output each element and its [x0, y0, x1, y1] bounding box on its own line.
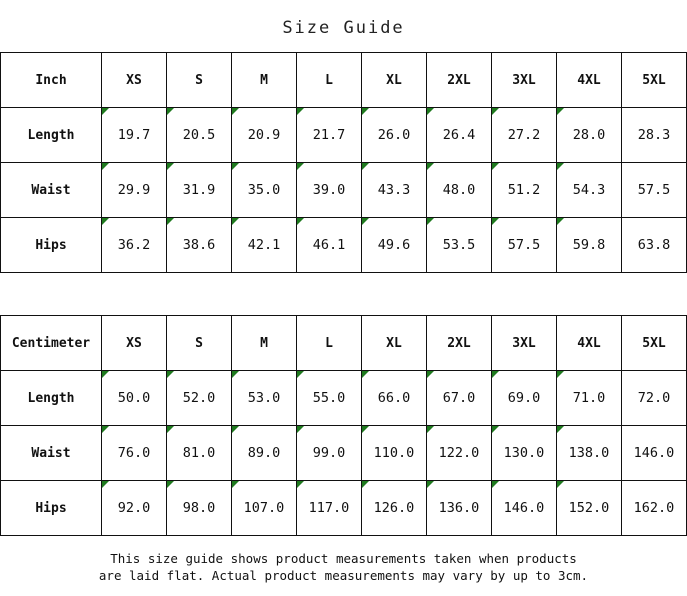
table-row — [1, 371, 687, 426]
cell-inch-waist-2xl: 48.0 — [427, 163, 492, 218]
cell-inch-length-l: 21.7 — [297, 108, 362, 163]
cell-inch-length-m: 20.9 — [232, 108, 297, 163]
size-header-s: S — [167, 316, 232, 371]
table-spacer — [0, 273, 687, 315]
cell-inch-hips-s: 38.6 — [167, 218, 232, 273]
cell-cm-hips-l: 117.0 — [297, 481, 362, 536]
cell-cm-waist-l: 99.0 — [297, 426, 362, 481]
cell-cm-length-3xl: 69.0 — [492, 371, 557, 426]
cell-inch-length-xl: 26.0 — [362, 108, 427, 163]
cell-inch-waist-l: 39.0 — [297, 163, 362, 218]
cell-cm-waist-m: 89.0 — [232, 426, 297, 481]
cell-cm-waist-3xl: 130.0 — [492, 426, 557, 481]
size-table-inch — [0, 52, 687, 273]
size-header-xl: XL — [362, 53, 427, 108]
cell-inch-waist-3xl: 51.2 — [492, 163, 557, 218]
cell-cm-waist-xs: 76.0 — [102, 426, 167, 481]
measure-label-hips: Hips — [1, 481, 102, 536]
measure-label-length: Length — [1, 371, 102, 426]
cell-inch-waist-m: 35.0 — [232, 163, 297, 218]
cell-cm-length-s: 52.0 — [167, 371, 232, 426]
cell-inch-hips-3xl: 57.5 — [492, 218, 557, 273]
size-header-2xl: 2XL — [427, 316, 492, 371]
cell-cm-waist-s: 81.0 — [167, 426, 232, 481]
cell-inch-length-4xl: 28.0 — [557, 108, 622, 163]
cell-inch-hips-2xl: 53.5 — [427, 218, 492, 273]
table-header-row — [1, 316, 687, 371]
size-table-centimeter — [0, 315, 687, 536]
size-header-l: L — [297, 316, 362, 371]
cell-cm-hips-4xl: 152.0 — [557, 481, 622, 536]
cell-cm-waist-4xl: 138.0 — [557, 426, 622, 481]
footer-line-2: are laid flat. Actual product measurements may vary by up to 3cm. — [98, 568, 589, 583]
cell-cm-length-2xl: 67.0 — [427, 371, 492, 426]
cell-cm-hips-2xl: 136.0 — [427, 481, 492, 536]
cell-cm-length-l: 55.0 — [297, 371, 362, 426]
footer-line-1: This size guide shows product measurements taken when products — [110, 551, 577, 566]
cell-cm-length-5xl: 72.0 — [622, 371, 687, 426]
size-header-2xl: 2XL — [427, 53, 492, 108]
size-header-5xl: 5XL — [622, 53, 687, 108]
cell-inch-hips-5xl: 63.8 — [622, 218, 687, 273]
size-header-3xl: 3XL — [492, 53, 557, 108]
size-header-xs: XS — [102, 316, 167, 371]
size-header-xs: XS — [102, 53, 167, 108]
measure-label-waist: Waist — [1, 426, 102, 481]
cell-cm-waist-5xl: 146.0 — [622, 426, 687, 481]
cell-cm-waist-2xl: 122.0 — [427, 426, 492, 481]
cell-inch-hips-m: 42.1 — [232, 218, 297, 273]
size-header-4xl: 4XL — [557, 53, 622, 108]
cell-inch-waist-xs: 29.9 — [102, 163, 167, 218]
cell-inch-hips-l: 46.1 — [297, 218, 362, 273]
cell-inch-length-3xl: 27.2 — [492, 108, 557, 163]
cell-inch-waist-4xl: 54.3 — [557, 163, 622, 218]
size-header-xl: XL — [362, 316, 427, 371]
cell-inch-hips-4xl: 59.8 — [557, 218, 622, 273]
size-header-5xl: 5XL — [622, 316, 687, 371]
cell-inch-hips-xl: 49.6 — [362, 218, 427, 273]
size-header-m: M — [232, 53, 297, 108]
cell-inch-waist-xl: 43.3 — [362, 163, 427, 218]
cell-cm-hips-s: 98.0 — [167, 481, 232, 536]
size-header-l: L — [297, 53, 362, 108]
cell-inch-waist-s: 31.9 — [167, 163, 232, 218]
cell-inch-hips-xs: 36.2 — [102, 218, 167, 273]
size-header-m: M — [232, 316, 297, 371]
footer-note — [0, 536, 687, 584]
measure-label-waist: Waist — [1, 163, 102, 218]
cell-inch-length-5xl: 28.3 — [622, 108, 687, 163]
table-row — [1, 481, 687, 536]
cell-inch-length-xs: 19.7 — [102, 108, 167, 163]
table-row — [1, 426, 687, 481]
table-header-row — [1, 53, 687, 108]
cell-cm-length-4xl: 71.0 — [557, 371, 622, 426]
unit-label-inch: Inch — [1, 53, 102, 108]
size-header-4xl: 4XL — [557, 316, 622, 371]
cell-cm-length-m: 53.0 — [232, 371, 297, 426]
cell-cm-hips-xs: 92.0 — [102, 481, 167, 536]
table-row — [1, 218, 687, 273]
table-row — [1, 163, 687, 218]
cell-cm-hips-xl: 126.0 — [362, 481, 427, 536]
cell-cm-hips-5xl: 162.0 — [622, 481, 687, 536]
cell-cm-length-xs: 50.0 — [102, 371, 167, 426]
cell-cm-waist-xl: 110.0 — [362, 426, 427, 481]
measure-label-length: Length — [1, 108, 102, 163]
cell-inch-waist-5xl: 57.5 — [622, 163, 687, 218]
unit-label-centimeter: Centimeter — [1, 316, 102, 371]
size-header-3xl: 3XL — [492, 316, 557, 371]
cell-cm-length-xl: 66.0 — [362, 371, 427, 426]
table-row — [1, 108, 687, 163]
cell-inch-length-s: 20.5 — [167, 108, 232, 163]
cell-cm-hips-m: 107.0 — [232, 481, 297, 536]
cell-cm-hips-3xl: 146.0 — [492, 481, 557, 536]
size-header-s: S — [167, 53, 232, 108]
measure-label-hips: Hips — [1, 218, 102, 273]
page-title: Size Guide — [282, 18, 405, 38]
cell-inch-length-2xl: 26.4 — [427, 108, 492, 163]
